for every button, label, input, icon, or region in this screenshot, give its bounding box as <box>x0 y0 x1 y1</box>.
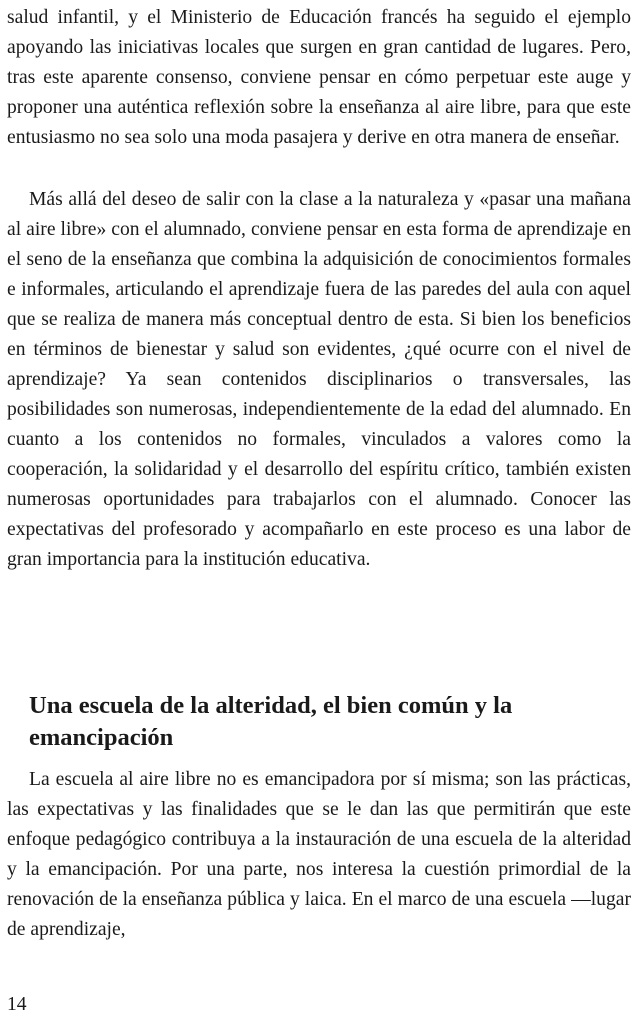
body-paragraph: salud infantil, y el Ministerio de Educación francés ha seguido el ejemplo apoyando las iniciativas locales que surgen en gran cantidad de lugares. Pero, tras este aparente consenso, conviene pensar en cómo perpetuar este auge y proponer una auténtica reflexión sobre la enseñanza al aire libre, para que este entusiasmo no sea solo una moda pasajera y derive en otra manera de enseñar. <box>7 7 631 148</box>
section-paragraph: La escuela al aire libre no es emancipadora por sí misma; son las prácticas, las expectativas y las finalidades que se le dan las que permitirán que este enfoque pedagógico contribuya a la instauración de una escuela de la alteridad y la emancipación. Por una parte, nos interesa la cuestión primordial de la renovación de la enseñanza pública y laica. En el marco de una escuela —lugar de aprendizaje, <box>7 769 631 940</box>
body-paragraph: Más allá del deseo de salir con la clase a la naturaleza y «pasar una mañana al aire libre» con el alumnado, conviene pensar en esta forma de aprendizaje en el seno de la enseñanza que combina la adquisición de conocimientos formales e informales, articulando el aprendizaje fuera de las paredes del aula con aquel que se realiza de manera más conceptual dentro de esta. Si bien los beneficios en términos de bienestar y salud son evidentes, ¿qué ocurre con el nivel de aprendizaje? Ya sean contenidos disciplinarios o transversales, las posibilidades son numerosas, independientemente de la edad del alumnado. En cuanto a los contenidos no formales, vinculados a valores como la cooperación, la solidaridad y el desarrollo del espíritu crítico, también existen numerosas oportunidades para trabajarlos con el alumnado. Conocer las expectativas del profesorado y acompañarlo en este proceso es una labor de gran importancia para la institución educativa. <box>7 189 631 570</box>
section-heading: Una escuela de la alteridad, el bien común y la emancipación <box>29 692 513 751</box>
page-number: 14 <box>7 994 27 1015</box>
